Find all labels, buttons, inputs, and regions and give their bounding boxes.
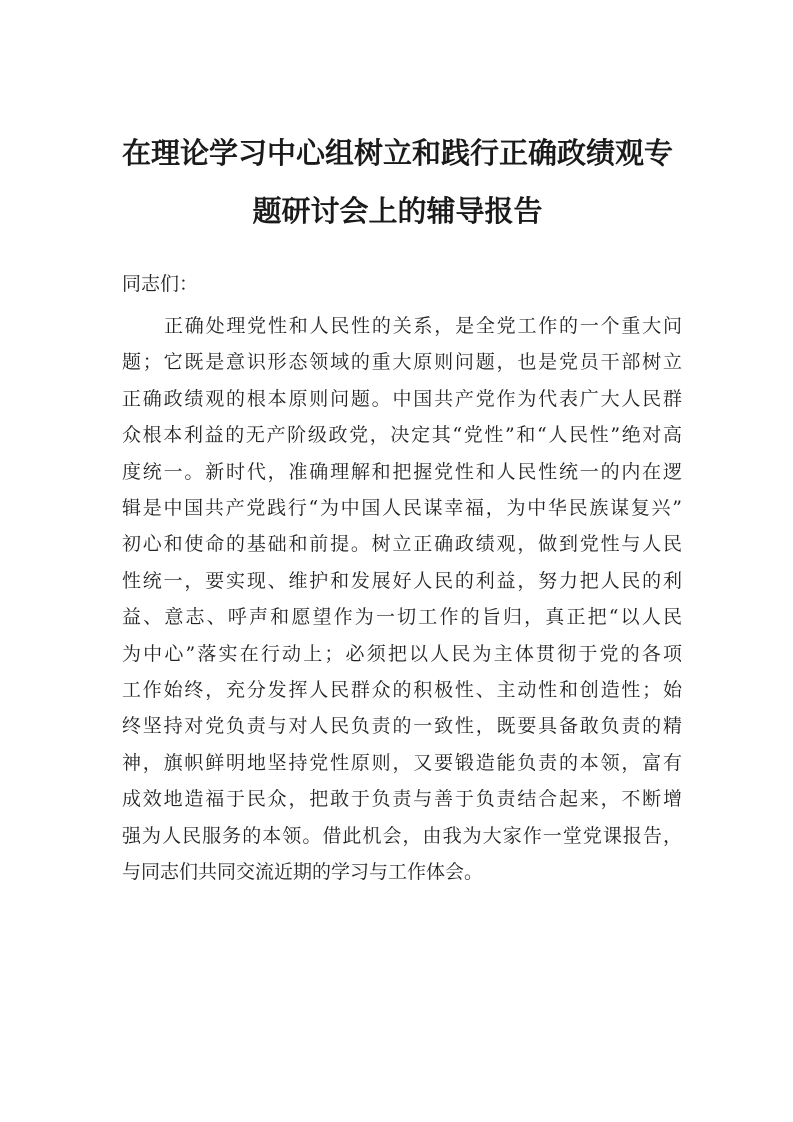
paragraph-line: 成效地造福于民众，把敢于负责与善于负责结合起来，不断增 <box>122 788 682 811</box>
title-line-2: 题研讨会上的辅导报告 <box>252 194 543 228</box>
paragraph-line: 题；它既是意识形态领域的重大原则问题，也是党员干部树立 <box>122 351 682 374</box>
body-paragraph <box>122 308 682 891</box>
paragraph-line: 辑是中国共产党践行“为中国人民谋幸福，为中华民族谋复兴” <box>122 497 682 520</box>
paragraph-line: 正确政绩观的根本原则问题。中国共产党作为代表广大人民群 <box>122 387 682 410</box>
paragraph-line: 工作始终，充分发挥人民群众的积极性、主动性和创造性；始 <box>122 679 682 702</box>
paragraph-line: 益、意志、呼声和愿望作为一切工作的旨归，真正把“以人民 <box>122 606 682 629</box>
paragraph-line: 正确处理党性和人民性的关系，是全党工作的一个重大问 <box>164 315 682 337</box>
salutation: 同志们： <box>122 273 199 295</box>
paragraph-line: 初心和使命的基础和前提。树立正确政绩观，做到党性与人民 <box>122 533 682 556</box>
paragraph-line: 性统一，要实现、维护和发展好人民的利益，努力把人民的利 <box>122 569 682 592</box>
paragraph-line: 度统一。新时代，准确理解和把握党性和人民性统一的内在逻 <box>122 460 682 483</box>
title-line-1: 在理论学习中心组树立和践行正确政绩观专 <box>121 136 673 170</box>
paragraph-line: 与同志们共同交流近期的学习与工作体会。 <box>122 861 484 884</box>
paragraph-line: 强为人民服务的本领。借此机会，由我为大家作一堂党课报告， <box>122 824 682 847</box>
paragraph-line: 神，旗帜鲜明地坚持党性原则，又要锻造能负责的本领，富有 <box>122 751 682 774</box>
document-title <box>110 124 685 240</box>
paragraph-line: 终坚持对党负责与对人民负责的一致性，既要具备敢负责的精 <box>122 715 682 738</box>
paragraph-line: 为中心”落实在行动上；必须把以人民为主体贯彻于党的各项 <box>122 642 682 665</box>
paragraph-line: 众根本利益的无产阶级政党，决定其“党性”和“人民性”绝对高 <box>122 424 682 447</box>
